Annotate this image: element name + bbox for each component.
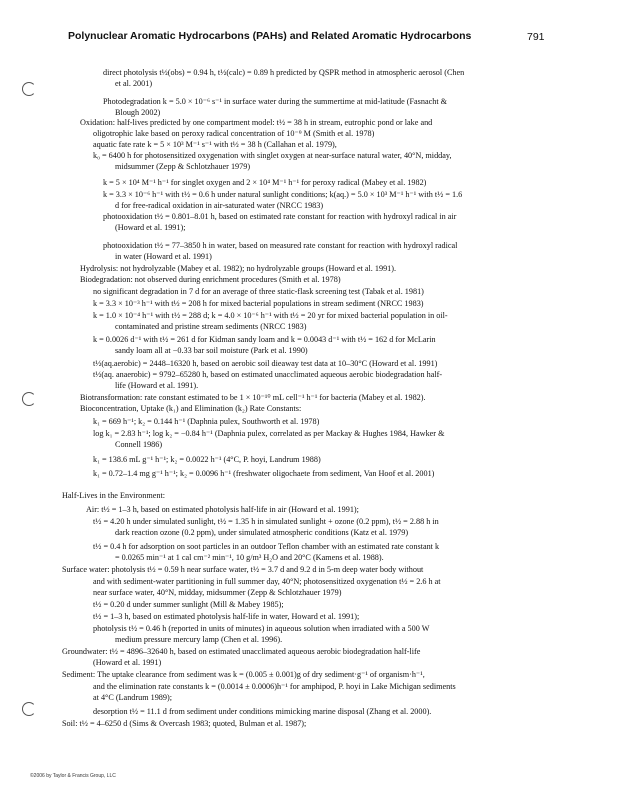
text-line: d for free-radical oxidation in air-saturated water (NRCC 1983) [115, 201, 324, 210]
text-line: k₁ = 138.6 mL g⁻¹ h⁻¹; k₂ = 0.0022 h⁻¹ (4°C, P. hoyi, Landrum 1988) [93, 455, 321, 464]
text-line: k = 0.0026 d⁻¹ with t½ = 261 d for Kidman sandy loam and k = 0.0043 d⁻¹ with t½ = 162 d for McLarin [93, 335, 436, 344]
text-line: k₁ = 669 h⁻¹; k₂ = 0.144 h⁻¹ (Daphnia pulex, Southworth et al. 1978) [93, 417, 320, 426]
text-line: midsummer (Zepp & Schlotzhauer 1979) [115, 162, 251, 171]
text-line: Sediment: The uptake clearance from sediment was k = (0.005 ± 0.001)g of dry sediment·g⁻¹ of organism·h⁻¹, [62, 670, 425, 679]
text-line: Biodegradation: not observed during enrichment procedures (Smith et al. 1978) [80, 275, 341, 284]
text-line: photolysis t½ = 0.46 h (reported in units of minutes) in aqueous solution when irradiated with a 500 W [93, 624, 430, 633]
text-line: in water (Howard et al. 1991) [115, 252, 212, 261]
text-line: desorption t½ = 11.1 d from sediment under conditions mimicking marine disposal (Zhang et al. 2000). [93, 707, 432, 716]
text-line: sandy loam all at −0.33 bar soil moisture (Park et al. 1990) [115, 346, 308, 355]
text-line: near surface water, 40°N, midday, midsummer (Zepp & Schlotzhauer 1979) [93, 588, 342, 597]
text-line: direct photolysis t½(obs) = 0.94 h, t½(calc) = 0.89 h predicted by QSPR method in atmospheric aerosol (Chen [103, 68, 465, 77]
text-line: contaminated and pristine stream sediments (NRCC 1983) [115, 322, 307, 331]
text-line: k = 1.0 × 10⁻⁴ h⁻¹ with t½ = 288 d; k = 4.0 × 10⁻⁶ h⁻¹ with t½ = 20 yr for mixed bacterial population in oil- [93, 311, 448, 320]
running-header: Polynuclear Aromatic Hydrocarbons (PAHs) and Related Aromatic Hydrocarbons [68, 30, 472, 42]
text-line: medium pressure mercury lamp (Chen et al. 1996). [115, 635, 283, 644]
text-line: t½(aq. anaerobic) = 9792–65280 h, based on estimated unacclimated aqueous aerobic biodegradation half- [93, 370, 443, 379]
text-line: photooxidation t½ = 77–3850 h in water, based on measured rate constant for reaction with hydroxyl radical [103, 241, 458, 250]
text-line: Surface water: photolysis t½ = 0.59 h near surface water, t½ = 3.7 d and 9.2 d in 5-m deep water body without [62, 565, 424, 574]
text-line: t½ = 4.20 h under simulated sunlight, t½ = 1.35 h in simulated sunlight + ozone (0.2 ppm), t½ = 2.88 h in [93, 517, 439, 526]
copyright-footer: ©2006 by Taylor & Francis Group, LLC [30, 773, 116, 779]
text-line: Hydrolysis: not hydrolyzable (Mabey et al. 1982); no hydrolyzable groups (Howard et al. 1991). [80, 264, 397, 273]
text-line: Bioconcentration, Uptake (k₁) and Elimination (k₂) Rate Constants: [80, 404, 302, 413]
text-line: photooxidation t½ = 0.801–8.01 h, based on estimated rate constant for reaction with hydroxyl radical in air [103, 212, 457, 221]
page-number: 791 [527, 31, 545, 43]
text-line: Groundwater: t½ = 4896–32640 h, based on estimated unacclimated aqueous aerobic biodegradation half-life [62, 647, 421, 656]
binder-hole-icon [22, 82, 36, 96]
text-line: Connell 1986) [115, 440, 163, 449]
text-line: (Howard et al. 1991) [93, 658, 162, 667]
text-line: log k₁ = 2.83 h⁻¹; log k₂ = −0.84 h⁻¹ (Daphnia pulex, correlated as per Mackay & Hughes 1984, Hawker & [93, 429, 445, 438]
text-line: no significant degradation in 7 d for an average of three static-flask screening test (Tabak et al. 1981) [93, 287, 424, 296]
text-line: at 4°C (Landrum 1989); [93, 693, 172, 702]
text-line: t½ = 1–3 h, based on estimated photolysis half-life in water, Howard et al. 1991); [93, 612, 360, 621]
text-line: life (Howard et al. 1991). [115, 381, 199, 390]
text-line: k = 3.3 × 10⁻³ h⁻¹ with t½ = 208 h for mixed bacterial populations in stream sediment (NRCC 1983) [93, 299, 424, 308]
text-line: k₁ = 0.72–1.4 mg g⁻¹ h⁻¹; k₂ = 0.0096 h⁻¹ (freshwater oligochaete from sediment, Van Hoof et al. 2001) [93, 469, 435, 478]
text-line: t½(aq.aerobic) = 2448–16320 h, based on aerobic soil dieaway test data at 10–30°C (Howard et al. 1991) [93, 359, 438, 368]
text-line: aquatic fate rate k = 5 × 10³ M⁻¹ s⁻¹ with t½ = 38 h (Callahan et al. 1979), [93, 140, 337, 149]
text-line: Blough 2002) [115, 108, 161, 117]
text-line: Soil: t½ = 4–6250 d (Sims & Overcash 1983; quoted, Bulman et al. 1987); [62, 719, 307, 728]
text-line: (Howard et al. 1991); [115, 223, 186, 232]
text-line: k = 3.3 × 10⁻⁶ h⁻¹ with t½ = 0.6 h under natural sunlight conditions; k(aq.) = 5.0 × 10³ M⁻¹ h⁻¹ with t½ = 1.6 [103, 190, 463, 199]
text-line: k = 5 × 10⁴ M⁻¹ h⁻¹ for singlet oxygen and 2 × 10⁴ M⁻¹ h⁻¹ for peroxy radical (Mabey et al. 1982) [103, 178, 427, 187]
text-line: Air: t½ = 1–3 h, based on estimated photolysis half-life in air (Howard et al. 1991); [86, 505, 359, 514]
text-line: and with sediment-water partitioning in full summer day, 40°N; photosensitized oxygenation t½ = 2.6 h at [93, 577, 441, 586]
text-line: Half-Lives in the Environment: [62, 491, 165, 500]
binder-hole-icon [22, 702, 36, 716]
text-line: et al. 2001) [115, 79, 153, 88]
text-line: dark reaction ozone (0.2 ppm), under simulated atmospheric conditions (Katz et al. 1979) [115, 528, 409, 537]
text-line: oligotrophic lake based on peroxy radical concentration of 10⁻⁹ M (Smith et al. 1978) [93, 129, 375, 138]
text-line: t½ = 0.20 d under summer sunlight (Mill & Mabey 1985); [93, 600, 284, 609]
text-line: Biotransformation: rate constant estimated to be 1 × 10⁻¹⁰ mL cell⁻¹ h⁻¹ for bacteria (Mabey et al. 1982). [80, 393, 426, 402]
text-line: = 0.0265 min⁻¹ at 1 cal cm⁻² min⁻¹, 10 g/m³ H₂O and 20°C (Kamens et al. 1988). [115, 553, 384, 562]
text-line: and the elimination rate constants k = (0.0014 ± 0.0006)h⁻¹ for amphipod, P. hoyi in Lake Michigan sediments [93, 682, 456, 691]
binder-hole-icon [22, 392, 36, 406]
text-line: Photodegradation k = 5.0 × 10⁻⁶ s⁻¹ in surface water during the summertime at mid-latitude (Fasnacht & [103, 97, 448, 106]
text-line: Oxidation: half-lives predicted by one compartment model: t½ = 38 h in stream, eutrophic pond or lake and [80, 118, 433, 127]
text-line: t½ = 0.4 h for adsorption on soot particles in an outdoor Teflon chamber with an estimated rate constant k [93, 542, 440, 551]
text-line: k₀ = 6400 h for photosensitized oxygenation with singlet oxygen at near-surface natural water, 40°N, midday, [93, 151, 452, 160]
